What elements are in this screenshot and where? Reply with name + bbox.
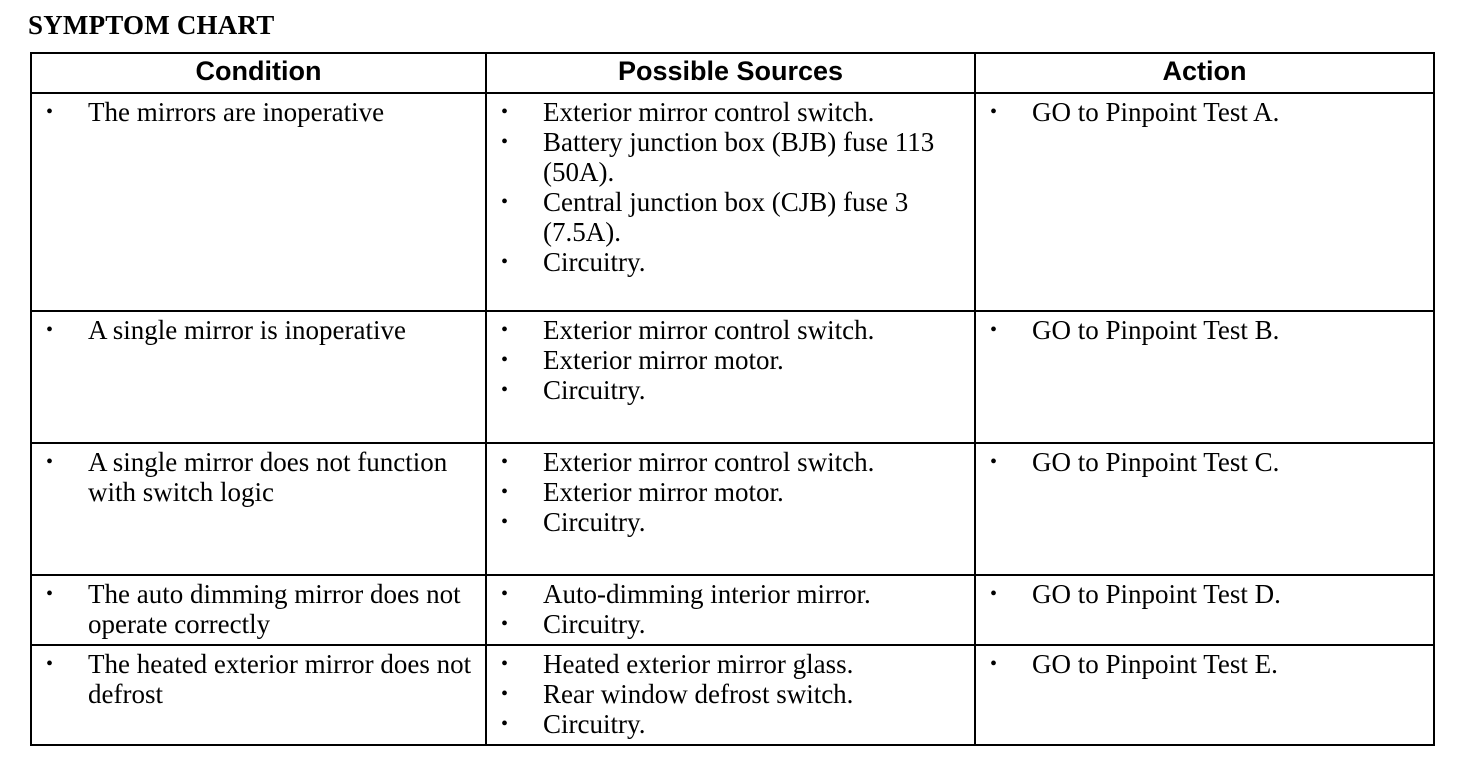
source-item: Exterior mirror motor.	[543, 345, 784, 375]
source-item: Battery junction box (BJB) fuse 113 (50A).	[543, 127, 935, 187]
condition-cell	[31, 93, 486, 311]
source-item: Central junction box (CJB) fuse 3 (7.5A).	[543, 187, 909, 247]
condition-header: Condition	[31, 53, 486, 93]
action-text: GO to Pinpoint Test B.	[1032, 315, 1280, 345]
source-item: Rear window defrost switch.	[543, 679, 854, 709]
bullet-icon: •	[501, 319, 509, 341]
action-text: GO to Pinpoint Test A.	[1032, 97, 1280, 127]
bullet-icon: •	[501, 349, 509, 371]
bullet-icon: •	[501, 511, 509, 533]
bullet-icon: •	[501, 251, 509, 273]
source-item: Exterior mirror control switch.	[543, 447, 875, 477]
bullet-icon: •	[501, 131, 509, 153]
condition-cell	[31, 645, 486, 745]
symptom-chart-table	[30, 52, 1435, 746]
sources-cell	[486, 311, 975, 443]
bullet-icon: •	[990, 653, 998, 675]
possible-sources-header: Possible Sources	[486, 53, 975, 93]
sources-cell	[486, 575, 975, 645]
chart-title: SYMPTOM CHART	[28, 10, 275, 40]
bullet-icon: •	[46, 583, 54, 605]
sources-cell	[486, 645, 975, 745]
condition-text: The heated exterior mirror does not defrost	[88, 649, 472, 709]
source-item: Heated exterior mirror glass.	[543, 649, 854, 679]
bullet-icon: •	[501, 583, 509, 605]
source-item: Circuitry.	[543, 375, 646, 405]
action-text: GO to Pinpoint Test C.	[1032, 447, 1280, 477]
action-cell	[975, 311, 1434, 443]
condition-text: A single mirror does not function with switch logic	[88, 447, 448, 507]
sources-cell	[486, 93, 975, 311]
table-row	[31, 575, 1434, 645]
table-row	[31, 443, 1434, 575]
source-item: Circuitry.	[543, 609, 646, 639]
table-row	[31, 311, 1434, 443]
bullet-icon: •	[501, 683, 509, 705]
bullet-icon: •	[501, 613, 509, 635]
action-header: Action	[975, 53, 1434, 93]
action-cell	[975, 575, 1434, 645]
action-cell	[975, 93, 1434, 311]
table-row	[31, 645, 1434, 745]
sources-cell	[486, 443, 975, 575]
bullet-icon: •	[990, 451, 998, 473]
bullet-icon: •	[990, 583, 998, 605]
bullet-icon: •	[46, 653, 54, 675]
condition-text: A single mirror is inoperative	[88, 315, 406, 345]
source-item: Circuitry.	[543, 247, 646, 277]
source-item: Circuitry.	[543, 507, 646, 537]
bullet-icon: •	[46, 451, 54, 473]
bullet-icon: •	[501, 653, 509, 675]
condition-text: The mirrors are inoperative	[88, 97, 385, 127]
source-item: Auto-dimming interior mirror.	[543, 579, 871, 609]
source-item: Exterior mirror control switch.	[543, 97, 875, 127]
action-cell	[975, 443, 1434, 575]
bullet-icon: •	[46, 319, 54, 341]
table-row	[31, 93, 1434, 311]
bullet-icon: •	[501, 101, 509, 123]
condition-cell	[31, 311, 486, 443]
bullet-icon: •	[46, 101, 54, 123]
bullet-icon: •	[501, 191, 509, 213]
condition-cell	[31, 443, 486, 575]
action-cell	[975, 645, 1434, 745]
condition-cell	[31, 575, 486, 645]
action-text: GO to Pinpoint Test E.	[1032, 649, 1278, 679]
header-row	[31, 53, 1434, 93]
bullet-icon: •	[990, 319, 998, 341]
source-item: Circuitry.	[543, 709, 646, 739]
bullet-icon: •	[990, 101, 998, 123]
source-item: Exterior mirror motor.	[543, 477, 784, 507]
action-text: GO to Pinpoint Test D.	[1032, 579, 1281, 609]
bullet-icon: •	[501, 481, 509, 503]
source-item: Exterior mirror control switch.	[543, 315, 875, 345]
bullet-icon: •	[501, 379, 509, 401]
bullet-icon: •	[501, 713, 509, 735]
condition-text: The auto dimming mirror does not operate correctly	[88, 579, 461, 639]
bullet-icon: •	[501, 451, 509, 473]
